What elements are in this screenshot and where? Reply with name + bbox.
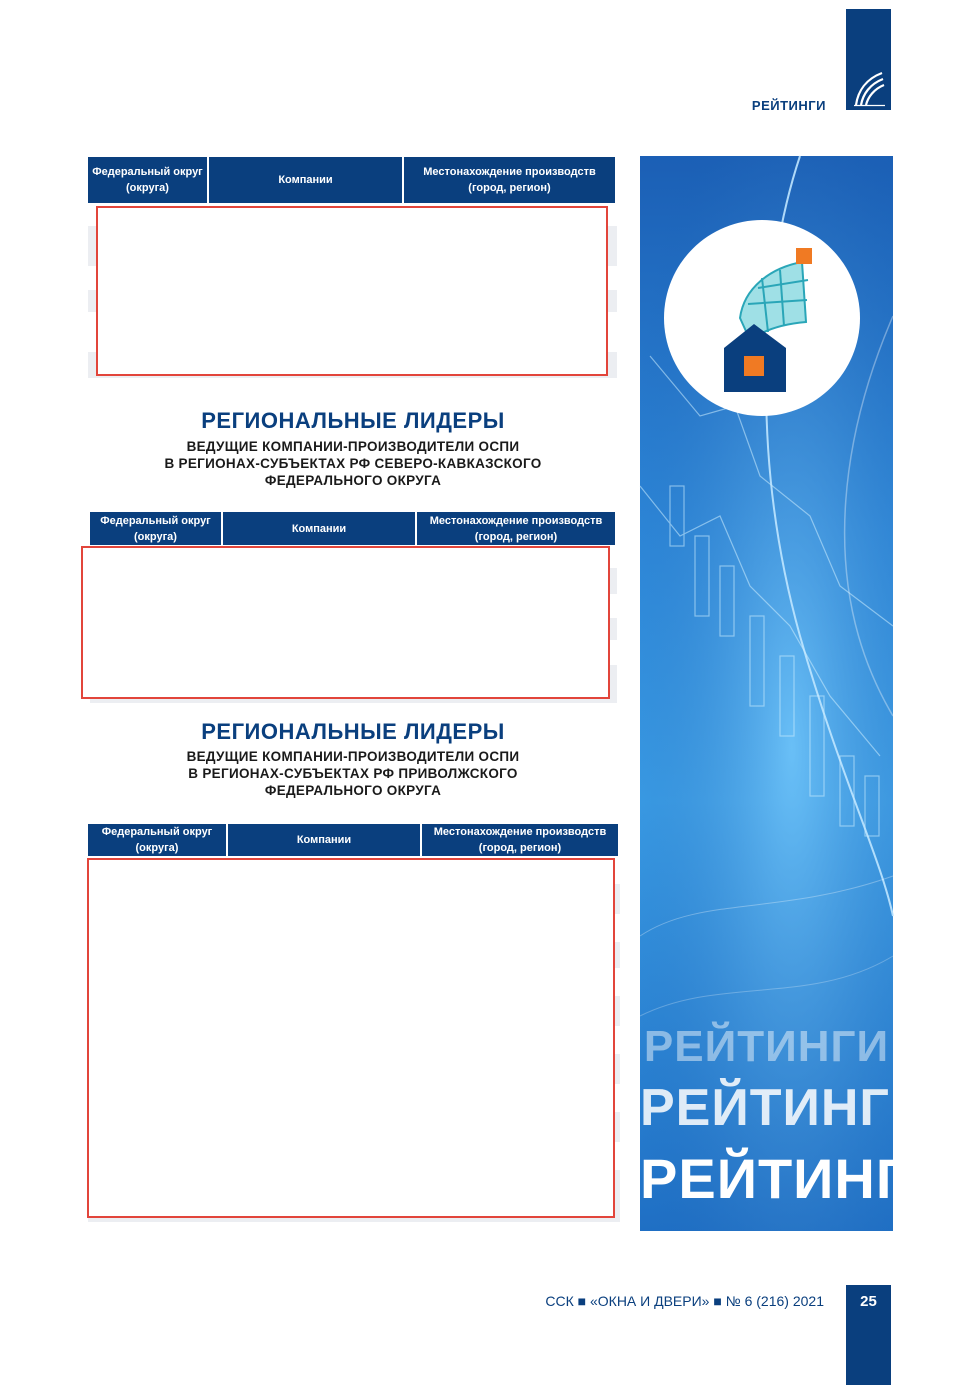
column-header-location: Местонахождение производств (город, регион) xyxy=(429,514,603,543)
page-number-tab xyxy=(846,1285,891,1385)
decorative-panel xyxy=(640,156,950,1231)
section-label: РЕЙТИНГИ xyxy=(751,98,826,113)
table-header xyxy=(88,157,615,203)
panel-word: РЕЙТИНГИ xyxy=(640,1147,950,1210)
corner-tab xyxy=(846,9,891,110)
house-windows-emblem-icon xyxy=(662,218,862,418)
column-header-companies: Компании xyxy=(223,512,417,545)
section-title: РЕГИОНАЛЬНЫЕ ЛИДЕРЫ xyxy=(201,408,505,433)
subtitle-line: ВЕДУЩИЕ КОМПАНИИ-ПРОИЗВОДИТЕЛИ ОСПИ xyxy=(186,749,520,764)
publisher-logo-icon xyxy=(852,71,886,107)
subtitle-line: ВЕДУЩИЕ КОМПАНИИ-ПРОИЗВОДИТЕЛИ ОСПИ xyxy=(186,439,520,454)
subtitle-line: ФЕДЕРАЛЬНОГО ОКРУГА xyxy=(264,783,442,798)
subtitle-line: В РЕГИОНАХ-СУБЪЕКТАХ РФ ПРИВОЛЖСКОГО xyxy=(188,766,518,781)
section-title: РЕГИОНАЛЬНЫЕ ЛИДЕРЫ xyxy=(201,719,505,744)
column-header-district: Федеральный округ (округа) xyxy=(88,157,209,203)
footer-publication: ССК ■ «ОКНА И ДВЕРИ» ■ № 6 (216) 2021 xyxy=(545,1293,824,1309)
table-header xyxy=(88,824,618,856)
redacted-table-body xyxy=(81,546,610,699)
column-header-district: Федеральный округ (округа) xyxy=(90,512,223,545)
column-header-companies: Компании xyxy=(209,157,404,203)
column-header-location: Местонахождение производств (город, регион) xyxy=(433,826,607,854)
section-subtitle xyxy=(88,438,618,489)
subtitle-line: В РЕГИОНАХ-СУБЪЕКТАХ РФ СЕВЕРО-КАВКАЗСКОГО xyxy=(164,456,542,471)
redacted-table-body xyxy=(87,858,615,1218)
column-header-district: Федеральный округ (округа) xyxy=(88,824,228,856)
redacted-table-body xyxy=(96,206,608,376)
column-header-companies: Компании xyxy=(228,824,422,856)
column-header-location: Местонахождение производств (город, регион) xyxy=(423,166,596,194)
section-subtitle xyxy=(88,748,618,799)
table-header xyxy=(90,512,615,545)
subtitle-line: ФЕДЕРАЛЬНОГО ОКРУГА xyxy=(264,473,442,488)
panel-word: РЕЙТИНГИ xyxy=(640,1079,929,1137)
panel-word: РЕЙТИНГИ xyxy=(643,1022,890,1071)
page-number: 25 xyxy=(860,1293,877,1310)
